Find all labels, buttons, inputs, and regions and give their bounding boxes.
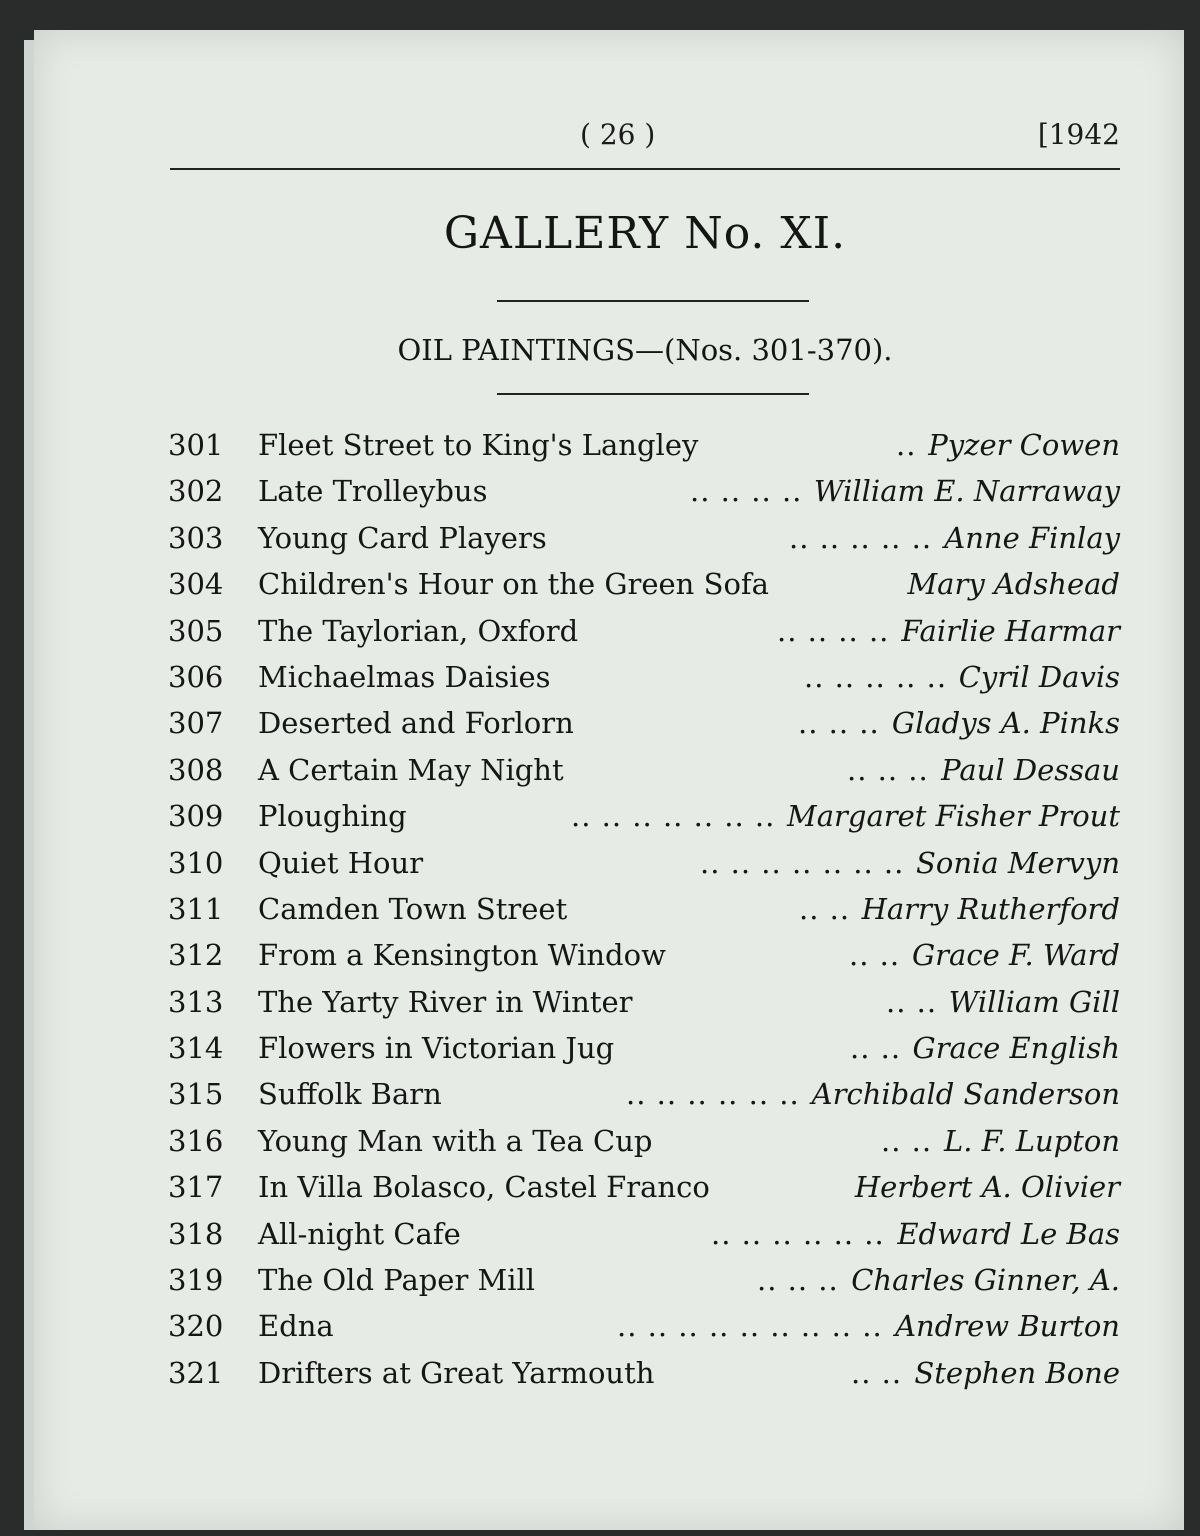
entry-title: The Taylorian, Oxford [258, 613, 579, 648]
entry-number: 304 [168, 567, 224, 602]
entry-artist: Grace F. Ward [912, 938, 1120, 973]
entry-title: All-night Cafe [258, 1216, 461, 1251]
title-rule-top [497, 300, 809, 302]
entry-number: 311 [168, 891, 224, 926]
entry-title: Camden Town Street [258, 891, 568, 926]
year-marker: [1942 [1037, 118, 1120, 151]
entry-title: The Yarty River in Winter [258, 984, 633, 1019]
entry-title: Young Man with a Tea Cup [258, 1123, 653, 1158]
entry-number: 315 [168, 1077, 224, 1112]
dot-leader: .. .. .. .. .. .. .. [700, 845, 905, 880]
entry-artist: Pyzer Cowen [928, 428, 1120, 462]
dot-leader: .. .. .. [847, 752, 929, 787]
entry-title: The Old Paper Mill [258, 1263, 536, 1298]
entry-artist: Cyril Davis [958, 659, 1120, 694]
entry-title: Drifters at Great Yarmouth [258, 1355, 655, 1390]
catalogue-entry [168, 1257, 1120, 1303]
entry-artist: Harry Rutherford [861, 891, 1120, 926]
header-rule [170, 168, 1120, 170]
entry-title: Flowers in Victorian Jug [258, 1031, 615, 1066]
dot-leader: .. .. .. .. [690, 474, 803, 509]
catalogue-entry [168, 979, 1120, 1025]
entry-number: 316 [168, 1123, 224, 1158]
entry-artist: L. F. Lupton [943, 1123, 1120, 1158]
catalogue-entry [168, 1350, 1120, 1396]
entry-title: Young Card Players [258, 520, 547, 555]
dot-leader: .. .. [850, 1031, 902, 1066]
entry-number: 301 [168, 428, 224, 462]
entry-artist: Stephen Bone [914, 1355, 1120, 1390]
entry-number: 317 [168, 1170, 224, 1205]
entry-artist: Herbert A. Olivier [854, 1170, 1120, 1205]
dot-leader: .. .. [849, 938, 901, 973]
catalogue-entry [168, 932, 1120, 978]
entry-number: 320 [168, 1309, 224, 1344]
entry-artist: Paul Dessau [941, 752, 1120, 787]
catalogue-entry [168, 608, 1120, 654]
entry-artist: William E. Narraway [813, 474, 1120, 509]
entry-number: 313 [168, 984, 224, 1019]
dot-leader: .. [896, 428, 917, 462]
entry-title: Deserted and Forlorn [258, 706, 574, 741]
dot-leader: .. .. .. .. .. .. [711, 1216, 885, 1251]
entry-artist: Margaret Fisher Prout [787, 799, 1120, 834]
entry-artist: Andrew Burton [895, 1309, 1120, 1344]
catalogue-entry [168, 1303, 1120, 1349]
entry-title: Ploughing [258, 799, 407, 834]
catalogue-entry [168, 515, 1120, 561]
dot-leader: .. .. .. .. .. .. .. [571, 799, 776, 834]
entry-number: 303 [168, 520, 224, 555]
entry-title: Edna [258, 1309, 334, 1344]
catalogue-entry [168, 1164, 1120, 1210]
entry-number: 307 [168, 706, 224, 741]
dot-leader: .. .. .. .. [777, 613, 890, 648]
catalogue-list [168, 422, 1120, 1396]
dot-leader: .. .. .. .. .. [789, 520, 933, 555]
entry-title: From a Kensington Window [258, 938, 666, 973]
catalogue-entry [168, 1118, 1120, 1164]
catalogue-entry [168, 700, 1120, 746]
catalogue-entry [168, 468, 1120, 514]
entry-title: In Villa Bolasco, Castel Franco [258, 1170, 710, 1205]
dot-leader: .. .. .. [798, 706, 880, 741]
catalogue-entry [168, 793, 1120, 839]
entry-title: Michaelmas Daisies [258, 659, 551, 694]
entry-artist: Grace English [912, 1031, 1120, 1066]
catalogue-entry [168, 840, 1120, 886]
page-number: ( 26 ) [580, 118, 656, 151]
entry-title: Fleet Street to King's Langley [258, 428, 699, 462]
entry-artist: Mary Adshead [907, 567, 1120, 602]
catalogue-entry [168, 561, 1120, 607]
catalogue-entry [168, 422, 1120, 468]
dot-leader: .. .. .. .. .. .. [626, 1077, 800, 1112]
catalogue-entry [168, 1211, 1120, 1257]
section-title: OIL PAINTINGS—(Nos. 301-370). [397, 333, 893, 367]
catalogue-entry [168, 886, 1120, 932]
entry-artist: William Gill [948, 984, 1120, 1019]
entry-number: 302 [168, 474, 224, 509]
entry-artist: Archibald Sanderson [811, 1077, 1120, 1112]
entry-number: 312 [168, 938, 224, 973]
entry-number: 309 [168, 799, 224, 834]
dot-leader: .. .. [886, 984, 938, 1019]
dot-leader: .. .. .. .. .. .. .. .. .. [617, 1309, 883, 1344]
entry-number: 308 [168, 752, 224, 787]
entry-number: 318 [168, 1216, 224, 1251]
dot-leader: .. .. .. .. .. [804, 659, 948, 694]
entry-artist: Edward Le Bas [897, 1216, 1120, 1251]
dot-leader: .. .. [881, 1123, 933, 1158]
title-rule-bottom [497, 393, 809, 395]
entry-number: 306 [168, 659, 224, 694]
entry-title: Late Trolleybus [258, 474, 488, 509]
entry-artist: Fairlie Harmar [901, 613, 1120, 648]
entry-artist: Sonia Mervyn [916, 845, 1120, 880]
entry-artist: Charles Ginner, A. [851, 1263, 1120, 1298]
catalogue-entry [168, 747, 1120, 793]
entry-number: 305 [168, 613, 224, 648]
entry-number: 314 [168, 1031, 224, 1066]
dot-leader: .. .. [851, 1355, 903, 1390]
entry-title: Suffolk Barn [258, 1077, 442, 1112]
entry-number: 310 [168, 845, 224, 880]
gallery-title: GALLERY No. XI. [443, 208, 847, 259]
catalogue-entry [168, 1025, 1120, 1071]
running-head [170, 118, 1120, 158]
entry-artist: Gladys A. Pinks [891, 706, 1120, 741]
entry-title: Quiet Hour [258, 845, 424, 880]
entry-number: 319 [168, 1263, 224, 1298]
entry-number: 321 [168, 1355, 224, 1390]
catalogue-entry [168, 1071, 1120, 1117]
dot-leader: .. .. .. [757, 1263, 839, 1298]
catalogue-entry [168, 654, 1120, 700]
entry-title: Children's Hour on the Green Sofa [258, 567, 769, 602]
dot-leader: .. .. [799, 891, 851, 926]
entry-artist: Anne Finlay [944, 520, 1120, 555]
entry-title: A Certain May Night [258, 752, 564, 787]
